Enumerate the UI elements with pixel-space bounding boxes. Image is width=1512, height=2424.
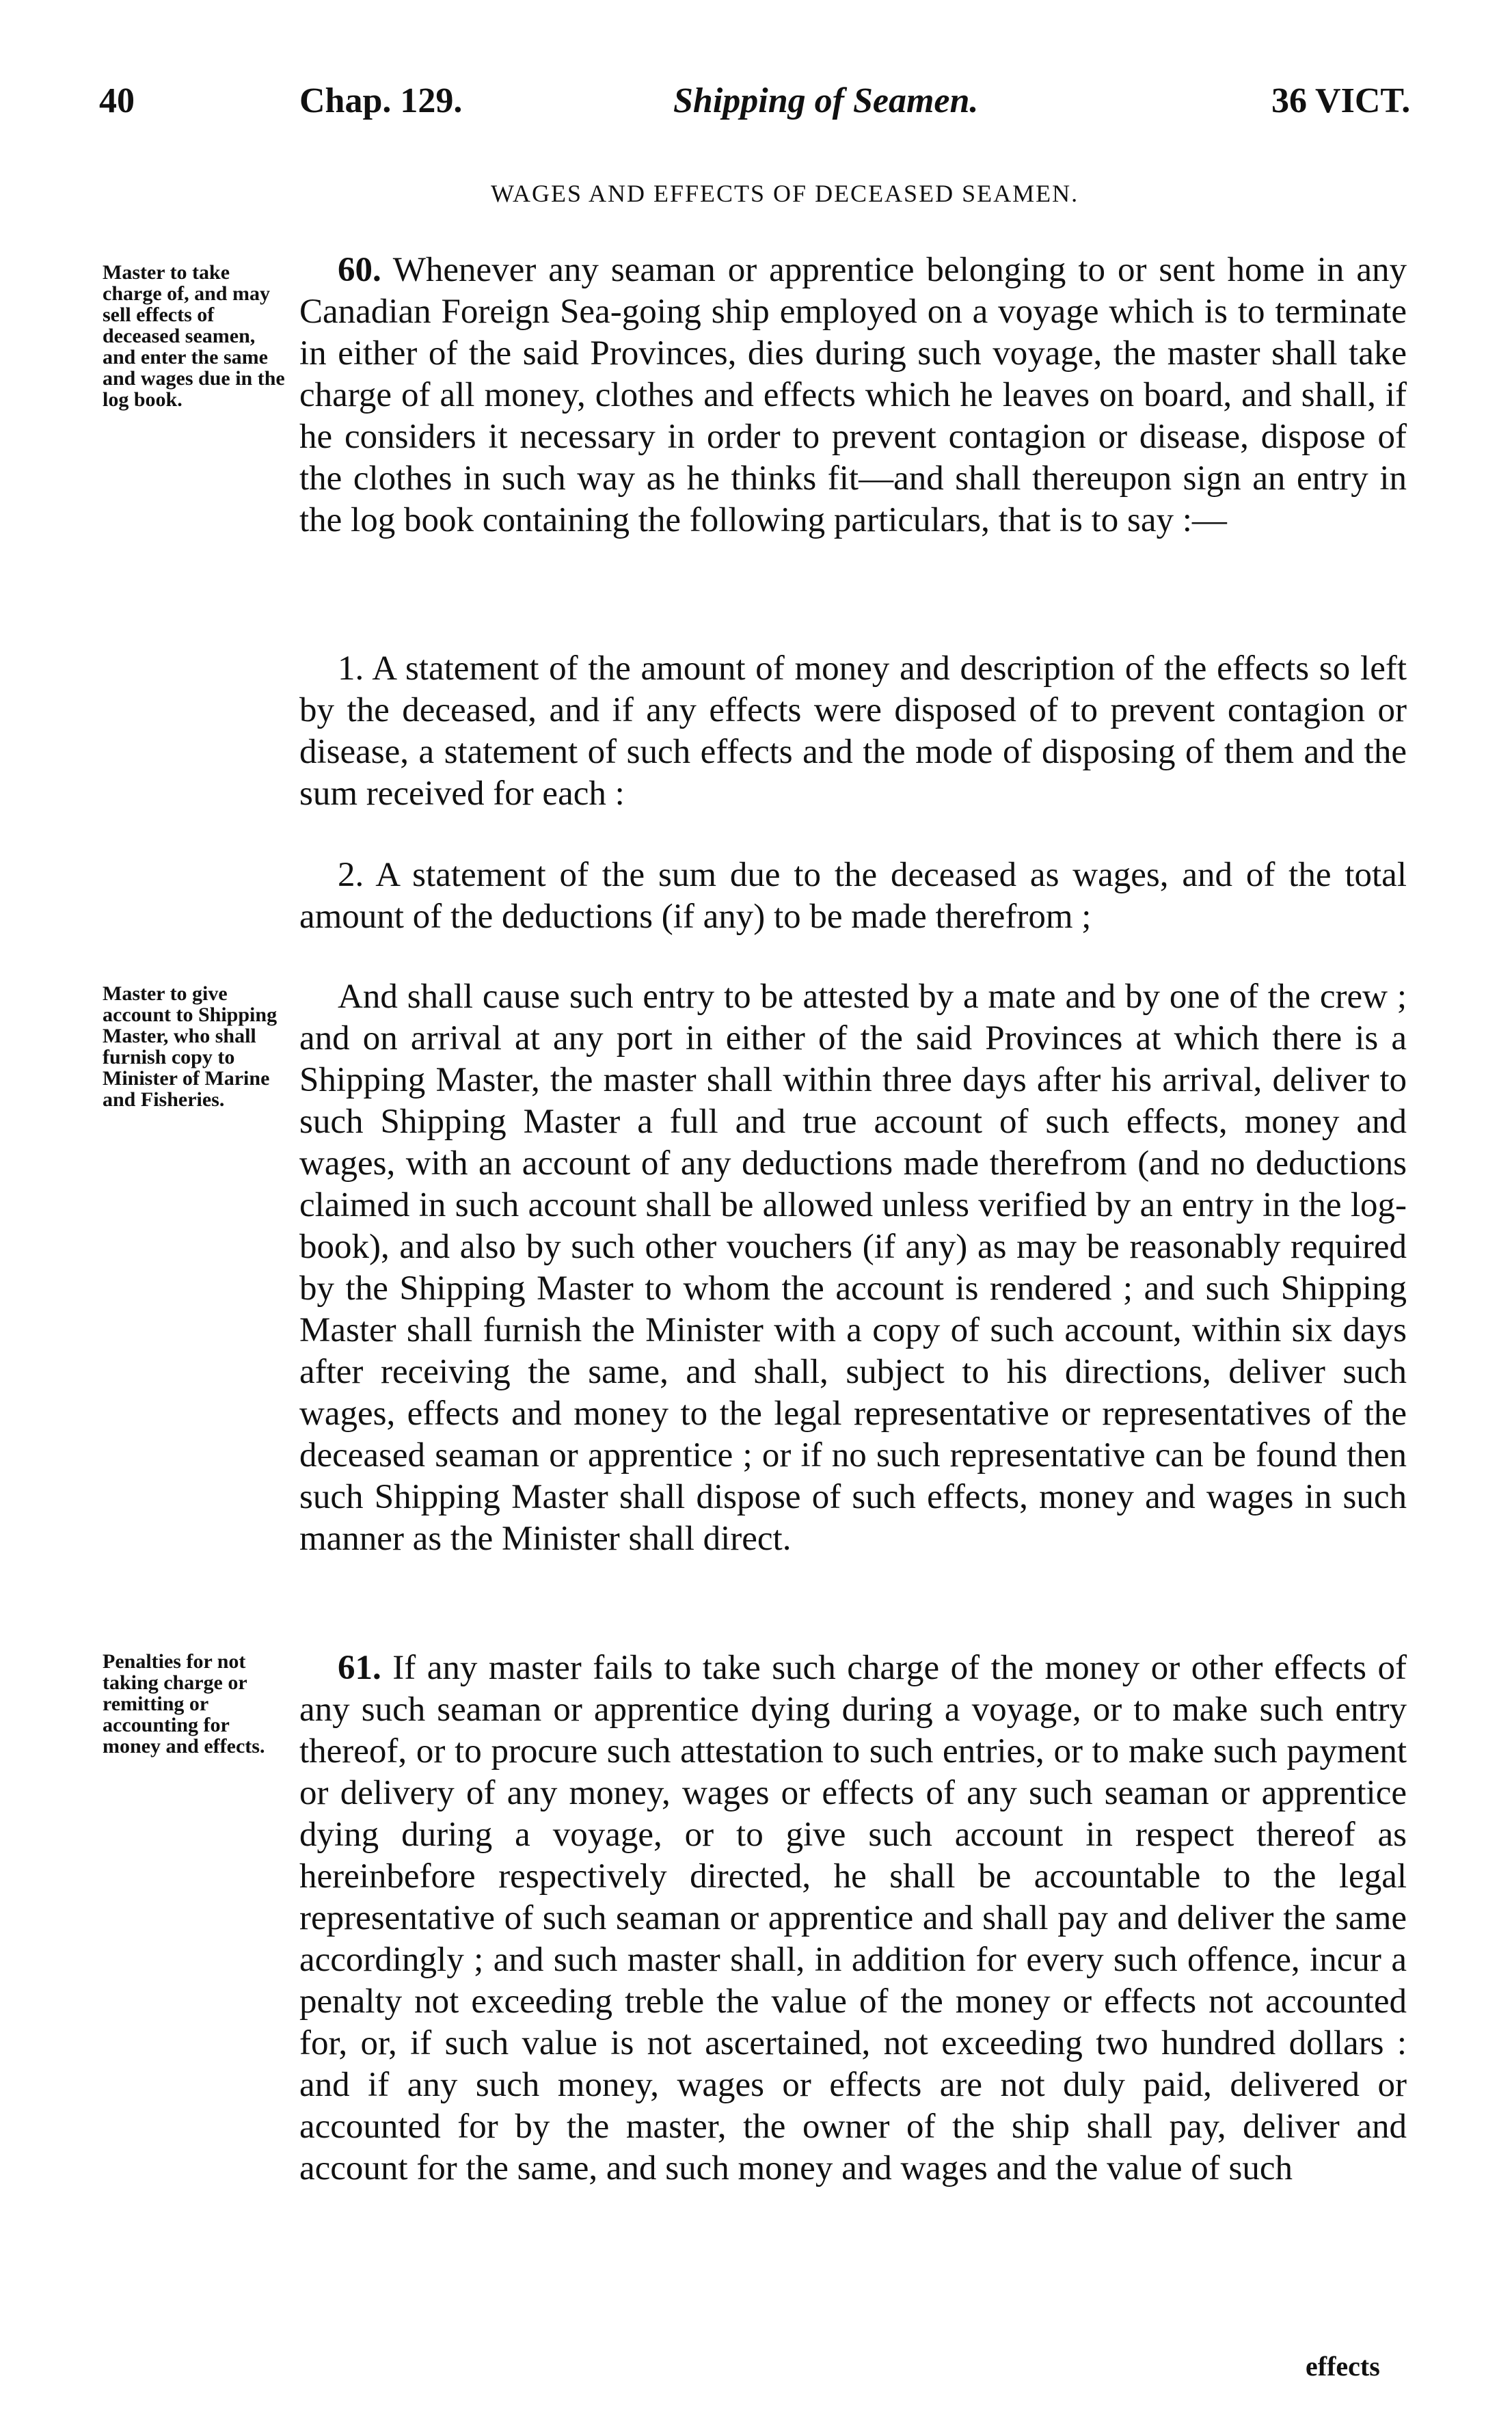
section-61-text: If any master fails to take such charge of the money or other effects of any such seaman or apprentice dying during a voyage, or to make such entry thereof, or to procure such attestation to such entries, or to make such payment or delivery of any money, wages or effects of any such seaman or apprentice dying during a voyage, or to give such account in respect thereof as hereinbefore respectively directed, he shall be accountable to the legal representative of such seaman or apprentice and shall pay and deliver the same accordingly ; and such master shall, in addition for every such offence, incur a penalty not exceeding treble the value of the money or effects not accounted for, or, if such value is not ascertained, not exceeding two hundred dollars : and if any such money, wages or effects are not duly paid, delivered or accounted for by the master, the owner of the ship shall pay, deliver and account for the same, and such money and wages and the value of such	[299, 1649, 1407, 2187]
regnal-year: 36 VICT.	[1271, 81, 1411, 120]
section-60-continuation: And shall cause such entry to be attested by a mate and by one of the crew ; and on arrival at any port in either of the said Provinces at which there is a Shipping Master, the master shall within three days after his arrival, deliver to such Shipping Master a full and true account of such effects, money and wages, with an account of any deductions made therefrom (and no deductions claimed in such account shall be allowed unless verified by an entry in the log-book), and also by such other vouchers (if any) as may be reasonably required by the Shipping Master to whom the account is rendered ; and such Shipping Master shall furnish the Minister with a copy of such account, within six days after receiving the same, and shall, subject to his directions, deliver such wages, effects and money to the legal representative or representatives of the deceased seaman or apprentice ; or if no such representative can be found then such Shipping Master shall dispose of such effects, money and wages in such manner as the Minister shall direct.	[299, 978, 1407, 1558]
running-title: Shipping of Seamen.	[673, 81, 979, 120]
section-60-text: Whenever any seaman or apprentice belonging to or sent home in any Canadian Foreign Sea-going ship employed on a voyage which is to terminate in either of the said Provinces, dies during such voyage, the master shall take charge of all money, clothes and effects which he leaves on board, and shall, if he considers it necessary in order to prevent contagion or disease, dispose of the clothes in such way as he thinks fit—and shall thereupon sign an entry in the log book containing the following particulars, that is to say :—	[299, 251, 1407, 539]
page-number: 40	[99, 81, 135, 120]
catchword: effects	[1306, 2351, 1380, 2382]
particular-item-1: 1. A statement of the amount of money and description of the effects so left by the deceased, and if any effects were disposed of to prevent contagion or disease, a statement of such effects and the mode of disposing of them and the sum received for each :	[299, 649, 1407, 813]
marginal-note-penalties: Penalties for not taking charge or remitting or accounting for money and effects.	[103, 1650, 265, 1758]
marginal-note-master-take-charge: Master to take charge of, and may sell effects of deceased seamen, and enter the same and wages due in the log book.	[103, 261, 285, 411]
particular-item-2: 2. A statement of the sum due to the deceased as wages, and of the total amount of the deductions (if any) to be made therefrom ;	[299, 856, 1407, 936]
section-heading: WAGES AND EFFECTS OF DECEASED SEAMEN.	[491, 180, 1079, 207]
running-head	[0, 81, 1512, 135]
section-number-61: 61.	[338, 1649, 381, 1687]
section-number-60: 60.	[338, 251, 381, 289]
section-61	[299, 1647, 1407, 2190]
chapter-label: Chap. 129.	[299, 81, 463, 120]
marginal-note-account-to-shipping-master: Master to give account to Shipping Master, who shall furnish copy to Minister of Marine and Fisheries.	[103, 982, 278, 1111]
section-60	[299, 250, 1407, 541]
